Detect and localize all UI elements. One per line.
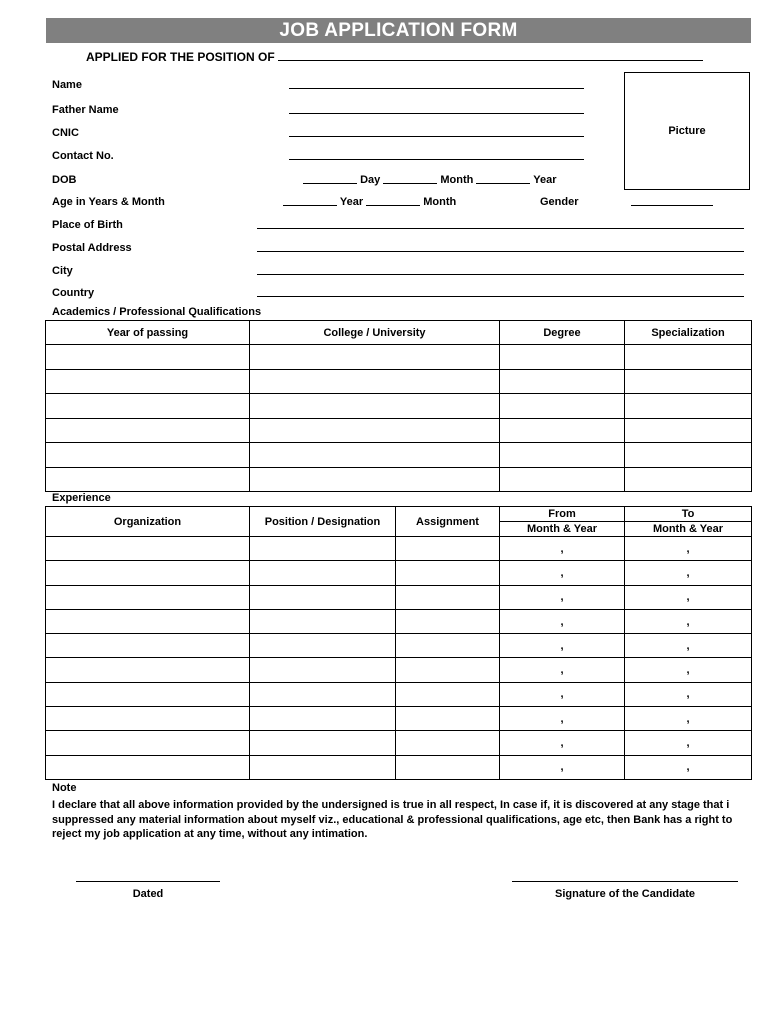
country-label: Country — [52, 287, 95, 299]
experience-cell[interactable]: , — [500, 682, 625, 706]
experience-row — [46, 682, 752, 706]
dob-day-field[interactable] — [303, 182, 357, 184]
experience-cell[interactable]: , — [500, 609, 625, 633]
city-field[interactable] — [257, 274, 744, 275]
experience-cell[interactable]: , — [500, 707, 625, 731]
experience-cell[interactable] — [250, 537, 396, 561]
experience-cell[interactable] — [250, 682, 396, 706]
experience-cell[interactable] — [46, 682, 250, 706]
dob-year-label: Year — [533, 174, 557, 186]
father-name-field[interactable] — [289, 113, 584, 114]
cnic-field[interactable] — [289, 136, 584, 137]
academics-cell[interactable] — [46, 443, 250, 468]
experience-col-from-sub: Month & Year — [500, 522, 625, 537]
academics-cell[interactable] — [250, 418, 500, 443]
postal-address-field[interactable] — [257, 251, 744, 252]
academics-row — [46, 394, 752, 419]
experience-row — [46, 585, 752, 609]
experience-cell[interactable] — [46, 561, 250, 585]
experience-cell[interactable]: , — [625, 609, 752, 633]
dob-day-label: Day — [360, 174, 381, 186]
applied-position-label: APPLIED FOR THE POSITION OF — [86, 50, 275, 64]
academics-col-college: College / University — [250, 321, 500, 345]
experience-cell[interactable]: , — [500, 585, 625, 609]
age-month-field[interactable] — [366, 204, 420, 206]
photo-box[interactable] — [624, 72, 750, 190]
experience-cell[interactable] — [250, 707, 396, 731]
name-field[interactable] — [289, 88, 584, 89]
experience-col-to: To — [625, 507, 752, 522]
academics-cell[interactable] — [46, 418, 250, 443]
experience-cell[interactable]: , — [500, 561, 625, 585]
experience-cell[interactable] — [396, 707, 500, 731]
age-year-field[interactable] — [283, 204, 337, 206]
age-month-label: Month — [423, 196, 457, 208]
experience-cell[interactable] — [250, 731, 396, 755]
dob-label: DOB — [52, 174, 77, 186]
name-label: Name — [52, 79, 82, 91]
experience-cell[interactable] — [250, 585, 396, 609]
experience-row — [46, 731, 752, 755]
experience-cell[interactable] — [396, 682, 500, 706]
experience-row — [46, 537, 752, 561]
experience-cell[interactable] — [46, 731, 250, 755]
experience-cell[interactable] — [46, 755, 250, 779]
signature-label: Signature of the Candidate — [555, 888, 695, 900]
experience-row — [46, 658, 752, 682]
signature-field[interactable] — [512, 881, 738, 882]
experience-cell[interactable] — [46, 537, 250, 561]
academics-row — [46, 467, 752, 492]
age-label: Age in Years & Month — [52, 196, 165, 208]
experience-cell[interactable] — [46, 609, 250, 633]
academics-body — [46, 345, 752, 492]
dob-month-label: Month — [440, 174, 474, 186]
experience-row — [46, 561, 752, 585]
academics-cell[interactable] — [625, 467, 752, 492]
experience-cell[interactable]: , — [625, 561, 752, 585]
experience-cell[interactable] — [396, 658, 500, 682]
academics-cell[interactable] — [46, 467, 250, 492]
experience-cell[interactable] — [396, 561, 500, 585]
dated-label: Dated — [132, 888, 164, 900]
experience-cell[interactable] — [46, 634, 250, 658]
academics-cell[interactable] — [250, 394, 500, 419]
country-field[interactable] — [257, 296, 744, 297]
experience-cell[interactable]: , — [500, 537, 625, 561]
academics-col-specialization: Specialization — [625, 321, 752, 345]
experience-col-position: Position / Designation — [250, 507, 396, 537]
academics-cell[interactable] — [625, 369, 752, 394]
experience-cell[interactable] — [396, 537, 500, 561]
academics-cell[interactable] — [500, 443, 625, 468]
academics-cell[interactable] — [46, 369, 250, 394]
experience-cell[interactable] — [396, 585, 500, 609]
experience-col-assignment: Assignment — [396, 507, 500, 537]
experience-cell[interactable] — [250, 609, 396, 633]
experience-col-to-sub: Month & Year — [625, 522, 752, 537]
cnic-label: CNIC — [52, 127, 79, 139]
experience-cell[interactable] — [250, 755, 396, 779]
experience-row — [46, 634, 752, 658]
experience-cell[interactable] — [396, 731, 500, 755]
experience-cell[interactable] — [46, 585, 250, 609]
gender-field[interactable] — [631, 205, 713, 206]
note-title: Note — [52, 782, 77, 794]
contact-field[interactable] — [289, 159, 584, 160]
experience-col-organization: Organization — [46, 507, 250, 537]
experience-cell[interactable]: , — [625, 537, 752, 561]
academics-cell[interactable] — [500, 369, 625, 394]
academics-title: Academics / Professional Qualifications — [52, 306, 262, 318]
experience-body — [46, 537, 752, 780]
academics-cell[interactable] — [46, 394, 250, 419]
experience-cell[interactable] — [250, 658, 396, 682]
academics-cell[interactable] — [250, 467, 500, 492]
experience-cell[interactable] — [396, 609, 500, 633]
academics-cell[interactable] — [250, 345, 500, 370]
academics-row — [46, 443, 752, 468]
academics-cell[interactable] — [625, 443, 752, 468]
age-year-label: Year — [339, 196, 364, 208]
contact-label: Contact No. — [52, 150, 114, 162]
experience-cell[interactable]: , — [625, 682, 752, 706]
experience-cell[interactable]: , — [625, 755, 752, 779]
dob-month-field[interactable] — [383, 182, 437, 184]
experience-col-from: From — [500, 507, 625, 522]
form-title: JOB APPLICATION FORM — [46, 18, 751, 43]
academics-cell[interactable] — [250, 369, 500, 394]
academics-cell[interactable] — [500, 345, 625, 370]
academics-col-degree: Degree — [500, 321, 625, 345]
academics-cell[interactable] — [625, 345, 752, 370]
experience-cell[interactable] — [250, 634, 396, 658]
experience-cell[interactable] — [250, 561, 396, 585]
academics-cell[interactable] — [250, 443, 500, 468]
place-of-birth-label: Place of Birth — [52, 219, 123, 231]
academics-cell[interactable] — [500, 394, 625, 419]
academics-table — [45, 320, 752, 492]
experience-cell[interactable] — [396, 634, 500, 658]
experience-cell[interactable]: , — [625, 731, 752, 755]
dob-row — [303, 174, 557, 186]
postal-address-label: Postal Address — [52, 242, 132, 254]
experience-cell[interactable]: , — [500, 658, 625, 682]
academics-cell[interactable] — [625, 394, 752, 419]
academics-row — [46, 345, 752, 370]
experience-cell[interactable]: , — [500, 755, 625, 779]
note-text: I declare that all above information provided by the undersigned is true in all respect, In case if, it is discovered at any stage that i suppressed any material information about myself viz., educational & professional qualifications, age etc, then Bank has a right to reject my job application at any time, without any intimation. — [52, 799, 733, 840]
applied-position-field[interactable] — [278, 59, 703, 61]
experience-row — [46, 707, 752, 731]
city-label: City — [52, 265, 73, 277]
experience-cell[interactable]: , — [625, 634, 752, 658]
place-of-birth-field[interactable] — [257, 228, 744, 229]
experience-cell[interactable] — [46, 707, 250, 731]
experience-cell[interactable] — [396, 755, 500, 779]
academics-cell[interactable] — [46, 345, 250, 370]
dob-year-field[interactable] — [476, 182, 530, 184]
photo-label: Picture — [668, 125, 706, 137]
experience-cell[interactable]: , — [625, 707, 752, 731]
experience-cell[interactable]: , — [500, 634, 625, 658]
academics-cell[interactable] — [625, 418, 752, 443]
academics-row — [46, 369, 752, 394]
experience-table — [45, 506, 752, 780]
academics-col-year: Year of passing — [46, 321, 250, 345]
academics-cell[interactable] — [500, 418, 625, 443]
academics-row — [46, 418, 752, 443]
experience-cell[interactable]: , — [500, 731, 625, 755]
experience-title: Experience — [52, 492, 111, 504]
father-name-label: Father Name — [52, 104, 119, 116]
age-row — [283, 196, 456, 208]
dated-field[interactable] — [76, 881, 220, 882]
applied-position-row — [86, 50, 703, 64]
academics-cell[interactable] — [500, 467, 625, 492]
experience-row — [46, 755, 752, 779]
experience-cell[interactable]: , — [625, 585, 752, 609]
experience-row — [46, 609, 752, 633]
gender-label: Gender — [540, 196, 579, 208]
experience-cell[interactable] — [46, 658, 250, 682]
experience-cell[interactable]: , — [625, 658, 752, 682]
